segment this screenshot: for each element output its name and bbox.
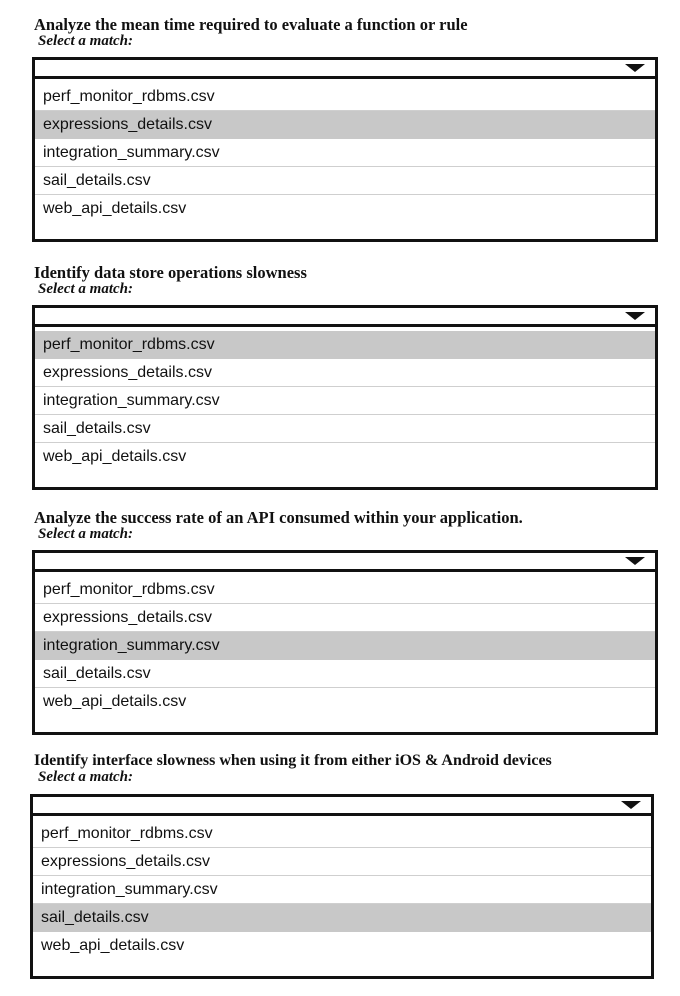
- dropdown-option[interactable]: expressions_details.csv: [33, 848, 651, 876]
- dropdown-option-selected[interactable]: sail_details.csv: [33, 904, 651, 932]
- dropdown-option[interactable]: perf_monitor_rdbms.csv: [35, 83, 655, 111]
- question-1: [34, 16, 468, 49]
- dropdown-option[interactable]: web_api_details.csv: [43, 448, 187, 465]
- dropdown-options: [35, 83, 655, 223]
- dropdown-option[interactable]: integration_summary.csv: [35, 387, 655, 415]
- caret-down-icon[interactable]: [625, 64, 645, 72]
- question-subtitle: Select a match:: [38, 526, 133, 542]
- question-subtitle: Select a match:: [38, 281, 133, 297]
- dropdown-option[interactable]: web_api_details.csv: [43, 693, 187, 710]
- match-dropdown-2[interactable]: [32, 305, 658, 490]
- dropdown-option[interactable]: web_api_details.csv: [43, 200, 187, 217]
- question-title: Identify data store operations slowness: [34, 263, 307, 282]
- caret-down-icon[interactable]: [621, 801, 641, 809]
- dropdown-option[interactable]: sail_details.csv: [35, 415, 655, 443]
- dropdown-header[interactable]: [35, 60, 655, 79]
- question-subtitle: Select a match:: [38, 33, 133, 49]
- question-2: [34, 264, 307, 297]
- dropdown-option[interactable]: expressions_details.csv: [35, 604, 655, 632]
- dropdown-option-selected[interactable]: perf_monitor_rdbms.csv: [35, 331, 655, 359]
- dropdown-options: [35, 331, 655, 471]
- dropdown-header[interactable]: [35, 308, 655, 327]
- question-subtitle: Select a match:: [38, 769, 133, 785]
- dropdown-option-selected[interactable]: expressions_details.csv: [35, 111, 655, 139]
- dropdown-option[interactable]: perf_monitor_rdbms.csv: [35, 576, 655, 604]
- dropdown-option[interactable]: sail_details.csv: [35, 167, 655, 195]
- dropdown-header[interactable]: [35, 553, 655, 572]
- match-dropdown-1[interactable]: [32, 57, 658, 242]
- dropdown-option[interactable]: web_api_details.csv: [41, 937, 185, 954]
- dropdown-option[interactable]: integration_summary.csv: [35, 139, 655, 167]
- dropdown-option[interactable]: integration_summary.csv: [33, 876, 651, 904]
- dropdown-option[interactable]: expressions_details.csv: [35, 359, 655, 387]
- dropdown-option-selected[interactable]: integration_summary.csv: [35, 632, 655, 660]
- dropdown-option[interactable]: sail_details.csv: [35, 660, 655, 688]
- question-3: [34, 509, 523, 542]
- dropdown-options: [35, 576, 655, 716]
- question-4: [34, 752, 552, 785]
- dropdown-header[interactable]: [33, 797, 651, 816]
- question-title: Analyze the success rate of an API consumed within your application.: [34, 508, 523, 527]
- question-title: Identify interface slowness when using it from either iOS & Android devices: [34, 752, 552, 769]
- dropdown-option[interactable]: perf_monitor_rdbms.csv: [33, 820, 651, 848]
- question-title: Analyze the mean time required to evaluate a function or rule: [34, 15, 468, 34]
- caret-down-icon[interactable]: [625, 557, 645, 565]
- dropdown-options: [33, 820, 651, 960]
- match-dropdown-4[interactable]: [30, 794, 654, 979]
- caret-down-icon[interactable]: [625, 312, 645, 320]
- match-dropdown-3[interactable]: [32, 550, 658, 735]
